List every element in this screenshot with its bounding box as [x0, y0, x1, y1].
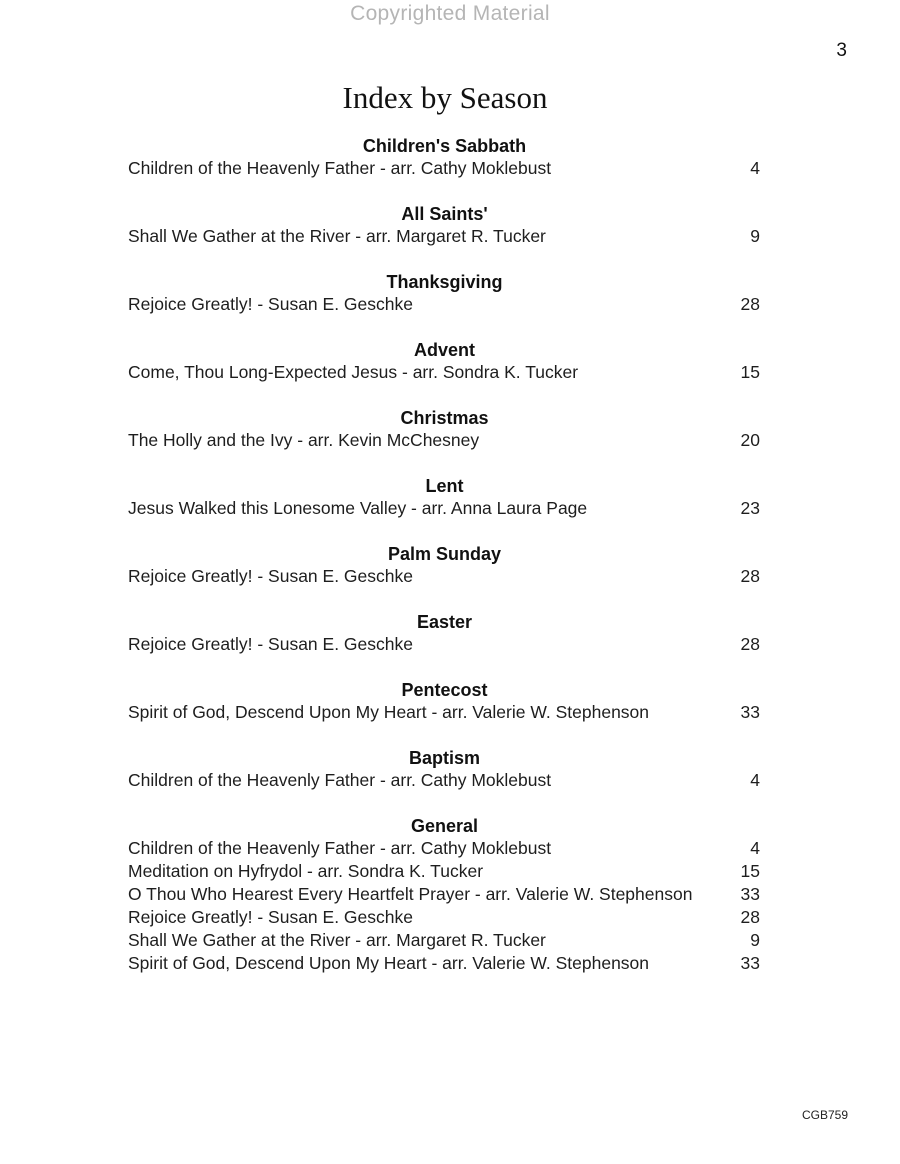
entry-title: Rejoice Greatly! - Susan E. Geschke	[128, 566, 413, 586]
season-heading: General	[410, 816, 479, 836]
index-entry	[128, 929, 760, 952]
entry-page-number: 15	[740, 362, 760, 382]
season-section	[128, 135, 760, 180]
copyright-watermark: Copyrighted Material	[350, 2, 550, 25]
entry-page-number: 28	[740, 634, 760, 654]
catalog-code: CGB759	[801, 1108, 848, 1122]
index-entry	[128, 883, 760, 906]
entry-title: O Thou Who Hearest Every Heartfelt Prayer - arr. Valerie W. Stephenson	[128, 884, 693, 904]
index-entry	[128, 952, 760, 975]
entry-page-number: 28	[740, 907, 760, 927]
entry-title: Children of the Heavenly Father - arr. Cathy Moklebust	[128, 770, 552, 790]
season-section	[128, 747, 760, 792]
entry-page-number: 33	[740, 884, 760, 904]
season-section	[128, 407, 760, 452]
season-heading: Easter	[416, 612, 473, 632]
season-heading: Pentecost	[401, 680, 488, 700]
entry-page-number: 4	[750, 838, 760, 858]
season-section	[128, 339, 760, 384]
entry-title: Come, Thou Long-Expected Jesus - arr. Sondra K. Tucker	[128, 362, 579, 382]
season-heading: All Saints'	[401, 204, 488, 224]
entry-page-number: 4	[750, 158, 760, 178]
index-entry	[128, 225, 760, 248]
index-entry	[128, 769, 760, 792]
index-entry	[128, 361, 760, 384]
entry-title: Shall We Gather at the River - arr. Margaret R. Tucker	[128, 226, 546, 246]
season-section	[128, 271, 760, 316]
index-entry	[128, 860, 760, 883]
season-index	[128, 135, 760, 998]
season-section	[128, 203, 760, 248]
entry-page-number: 33	[740, 702, 760, 722]
entry-page-number: 23	[740, 498, 760, 518]
index-entry	[128, 429, 760, 452]
entry-page-number: 20	[740, 430, 760, 450]
season-heading: Christmas	[400, 408, 489, 428]
entry-title: Rejoice Greatly! - Susan E. Geschke	[128, 294, 413, 314]
season-section	[128, 475, 760, 520]
entry-title: Jesus Walked this Lonesome Valley - arr. Anna Laura Page	[128, 498, 588, 518]
season-heading: Lent	[425, 476, 464, 496]
index-entry	[128, 837, 760, 860]
entry-page-number: 15	[740, 861, 760, 881]
season-heading: Advent	[413, 340, 475, 360]
entry-page-number: 4	[750, 770, 760, 790]
index-entry	[128, 633, 760, 656]
index-entry	[128, 157, 760, 180]
entry-page-number: 28	[740, 566, 760, 586]
index-entry	[128, 293, 760, 316]
index-entry	[128, 906, 760, 929]
entry-title: Spirit of God, Descend Upon My Heart - arr. Valerie W. Stephenson	[128, 702, 650, 722]
season-heading: Baptism	[408, 748, 480, 768]
season-section	[128, 611, 760, 656]
entry-title: Meditation on Hyfrydol - arr. Sondra K. Tucker	[128, 861, 484, 881]
entry-page-number: 33	[740, 953, 760, 973]
entry-title: Spirit of God, Descend Upon My Heart - arr. Valerie W. Stephenson	[128, 953, 650, 973]
season-heading: Palm Sunday	[387, 544, 502, 564]
entry-title: Rejoice Greatly! - Susan E. Geschke	[128, 907, 413, 927]
entry-title: Children of the Heavenly Father - arr. Cathy Moklebust	[128, 158, 552, 178]
entry-page-number: 28	[740, 294, 760, 314]
entry-title: Children of the Heavenly Father - arr. Cathy Moklebust	[128, 838, 552, 858]
season-section	[128, 543, 760, 588]
season-section	[128, 815, 760, 975]
entry-page-number: 9	[750, 226, 760, 246]
entry-title: The Holly and the Ivy - arr. Kevin McChesney	[128, 430, 480, 450]
season-heading: Thanksgiving	[386, 272, 503, 292]
page-number: 3	[836, 40, 847, 61]
entry-page-number: 9	[750, 930, 760, 950]
index-entry	[128, 497, 760, 520]
season-section	[128, 679, 760, 724]
index-entry	[128, 565, 760, 588]
index-entry	[128, 701, 760, 724]
page-title: Index by Season	[342, 80, 548, 115]
entry-title: Rejoice Greatly! - Susan E. Geschke	[128, 634, 413, 654]
season-heading: Children's Sabbath	[362, 136, 527, 156]
entry-title: Shall We Gather at the River - arr. Margaret R. Tucker	[128, 930, 546, 950]
